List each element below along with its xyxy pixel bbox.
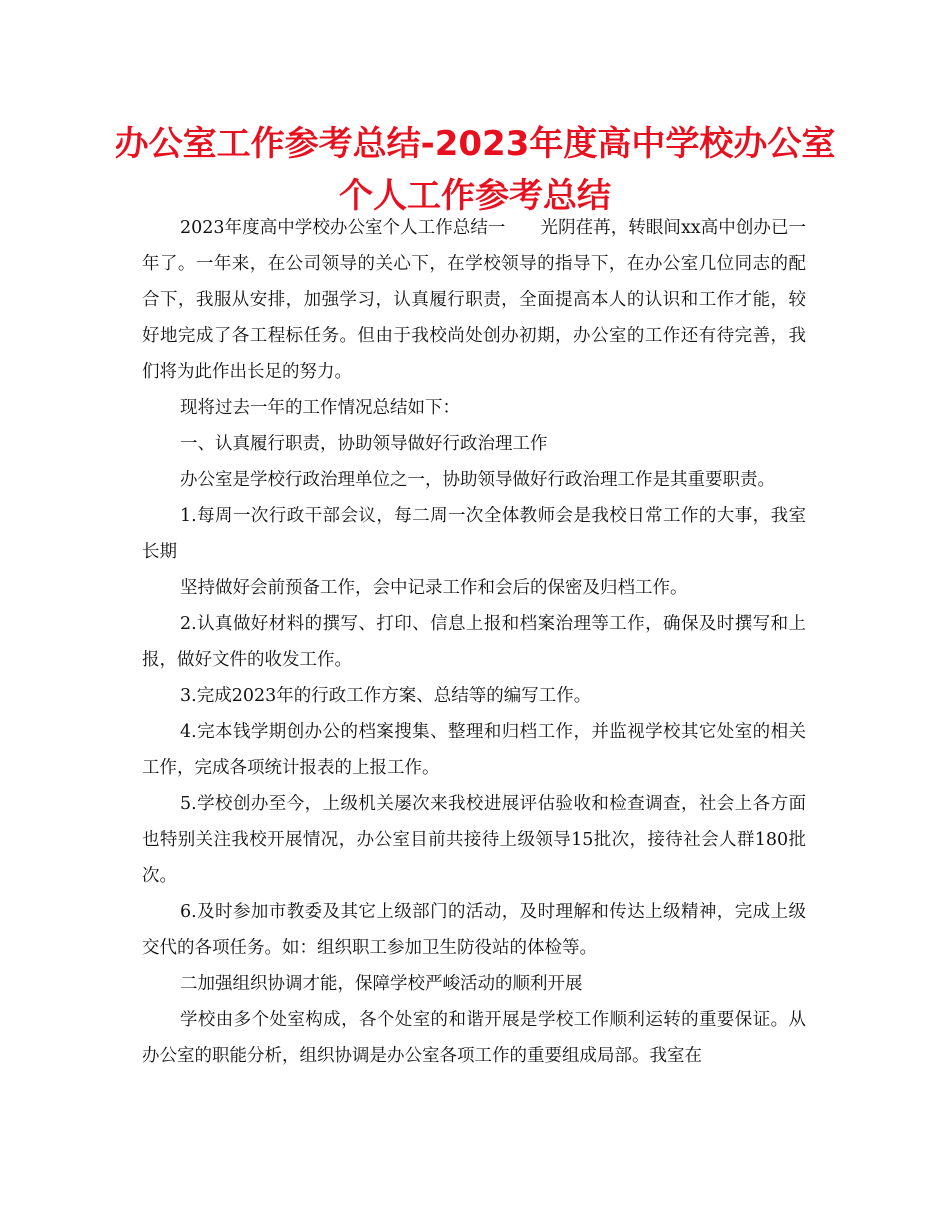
list-item-1-continued: 坚持做好会前预备工作，会中记录工作和会后的保密及归档工作。 <box>180 578 688 598</box>
paragraph-summary-lead: 现将过去一年的工作情况总结如下： <box>180 398 460 418</box>
document-body <box>142 210 806 1074</box>
list-item-2: 2.认真做好材料的撰写、打印、信息上报和档案治理等工作，确保及时撰写和上报，做好文件的收发工作。 <box>142 614 806 670</box>
list-item-5: 5.学校创办至今，上级机关屡次来我校进展评估验收和检查调查，社会上各方面也特别关注我校开展情况，办公室目前共接待上级领导15批次，接待社会人群180批次。 <box>142 794 806 886</box>
list-item-3: 3.完成2023年的行政工作方案、总结等的编写工作。 <box>180 686 592 706</box>
list-item-6: 6.及时参加市教委及其它上级部门的活动，及时理解和传达上级精神，完成上级交代的各项任务。如：组织职工参加卫生防役站的体检等。 <box>142 902 806 958</box>
paragraph-coordination: 学校由多个处室构成，各个处室的和谐开展是学校工作顺利运转的重要保证。从办公室的职能分析，组织协调是办公室各项工作的重要组成局部。我室在 <box>142 1010 806 1066</box>
section-heading-2: 二加强组织协调才能，保障学校严峻活动的顺利开展 <box>180 974 583 994</box>
paragraph-office-role: 办公室是学校行政治理单位之一，协助领导做好行政治理工作是其重要职责。 <box>180 470 775 490</box>
section-heading-1: 一、认真履行职责，协助领导做好行政治理工作 <box>180 434 548 454</box>
title-line-1: 办公室工作参考总结-2023年度高中学校办公室 <box>114 124 836 164</box>
title-line-2: 个人工作参考总结 <box>339 176 611 216</box>
page-title <box>100 118 850 222</box>
list-item-4: 4.完本钱学期创办公的档案搜集、整理和归档工作，并监视学校其它处室的相关工作，完成各项统计报表的上报工作。 <box>142 722 806 778</box>
paragraph-intro: 2023年度高中学校办公室个人工作总结一 光阴荏苒，转眼间xx高中创办已一年了。一年来，在公司领导的关心下，在学校领导的指导下，在办公室几位同志的配合下，我服从安排，加强学习，认真履行职责，全面提高本人的认识和工作才能，较好地完成了各工程标任务。但由于我校尚处创办初期，办公室的工作还有待完善，我们将为此作出长足的努力。 <box>142 218 806 382</box>
list-item-1: 1.每周一次行政干部会议，每二周一次全体教师会是我校日常工作的大事，我室长期 <box>142 506 806 562</box>
